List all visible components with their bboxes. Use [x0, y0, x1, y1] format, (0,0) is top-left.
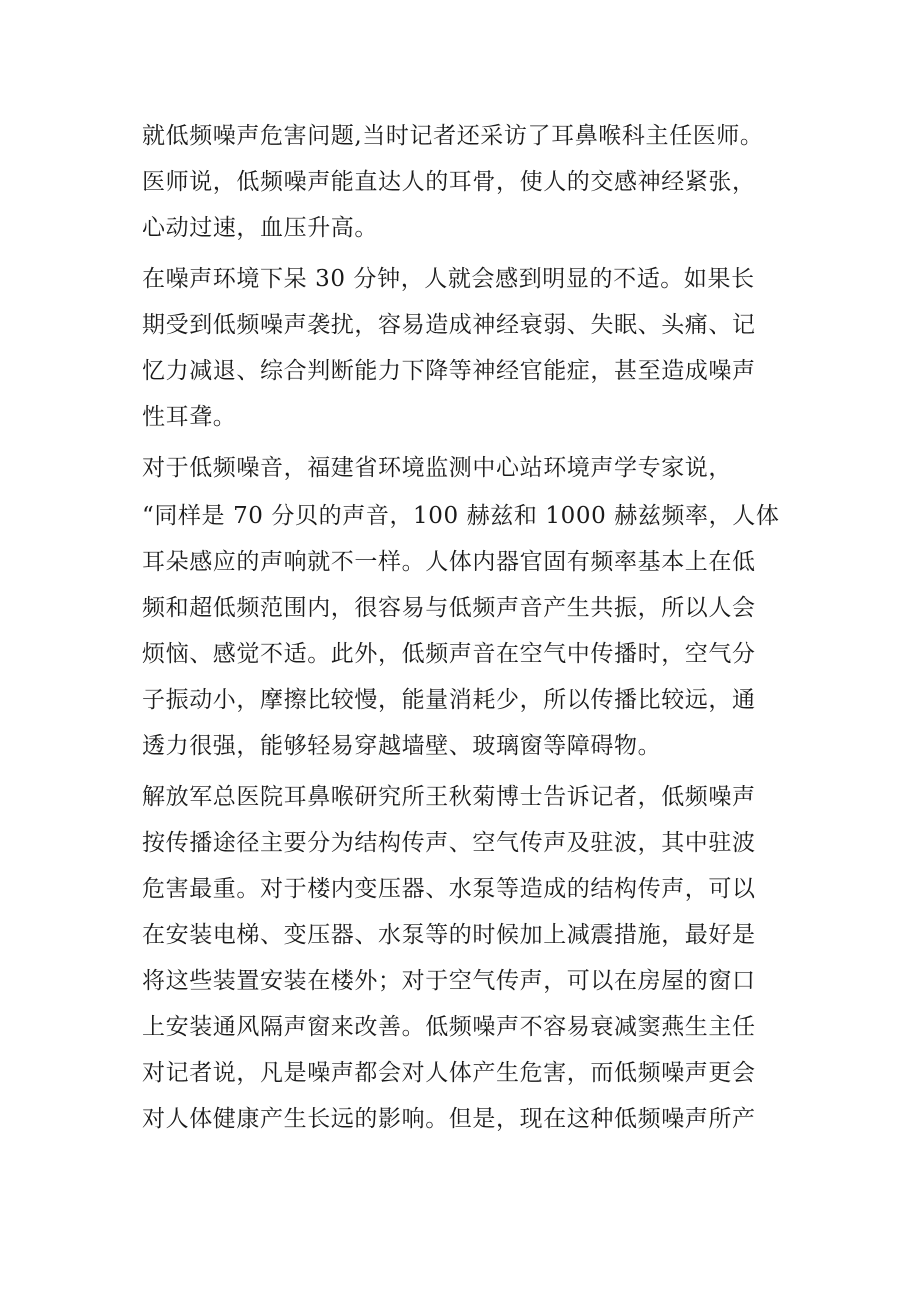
text-line: 烦恼、感觉不适。此外，低频声音在空气中传播时，空气分	[142, 641, 756, 667]
text-line: 按传播途径主要分为结构传声、空气传声及驻波，其中驻波	[142, 830, 756, 856]
text-line: 将这些装置安装在楼外；对于空气传声，可以在房屋的窗口	[142, 968, 756, 994]
text-line: 上安装通风隔声窗来改善。低频噪声不容易衰减窦燕生主任	[142, 1014, 756, 1040]
text-line: 医师说，低频噪声能直达人的耳骨，使人的交感神经紧张，	[142, 169, 756, 195]
text-line: 性耳聋。	[142, 404, 237, 430]
text-line: 对人体健康产生长远的影响。但是，现在这种低频噪声所产	[142, 1106, 756, 1132]
text-line: 对于低频噪音，福建省环境监测中心站环境声学专家说，	[142, 455, 732, 481]
text-line: 透力很强，能够轻易穿越墙壁、玻璃窗等障碍物。	[142, 733, 662, 759]
text-line: 危害最重。对于楼内变压器、水泵等造成的结构传声，可以	[142, 876, 756, 902]
text-line: 就低频噪声危害问题,当时记者还采访了耳鼻喉科主任医师。	[142, 123, 764, 149]
text-line: 心动过速，血压升高。	[142, 215, 378, 241]
text-line: 在安装电梯、变压器、水泵等的时候加上减震措施，最好是	[142, 922, 756, 948]
text-line: 频和超低频范围内，很容易与低频声音产生共振，所以人会	[142, 595, 756, 621]
text-line: 子振动小，摩擦比较慢，能量消耗少，所以传播比较远，通	[142, 687, 756, 713]
text-line: 对记者说，凡是噪声都会对人体产生危害，而低频噪声更会	[142, 1060, 756, 1086]
text-line: 在噪声环境下呆 30 分钟，人就会感到明显的不适。如果长	[142, 266, 755, 292]
text-line: 期受到低频噪声袭扰，容易造成神经衰弱、失眠、头痛、记	[142, 312, 756, 338]
text-line: “同样是 70 分贝的声音，100 赫兹和 1000 赫兹频率，人体	[142, 503, 780, 529]
text-line: 忆力减退、综合判断能力下降等神经官能症，甚至造成噪声	[142, 358, 756, 384]
text-line: 解放军总医院耳鼻喉研究所王秋菊博士告诉记者，低频噪声	[142, 784, 756, 810]
text-line: 耳朵感应的声响就不一样。人体内器官固有频率基本上在低	[142, 549, 756, 575]
